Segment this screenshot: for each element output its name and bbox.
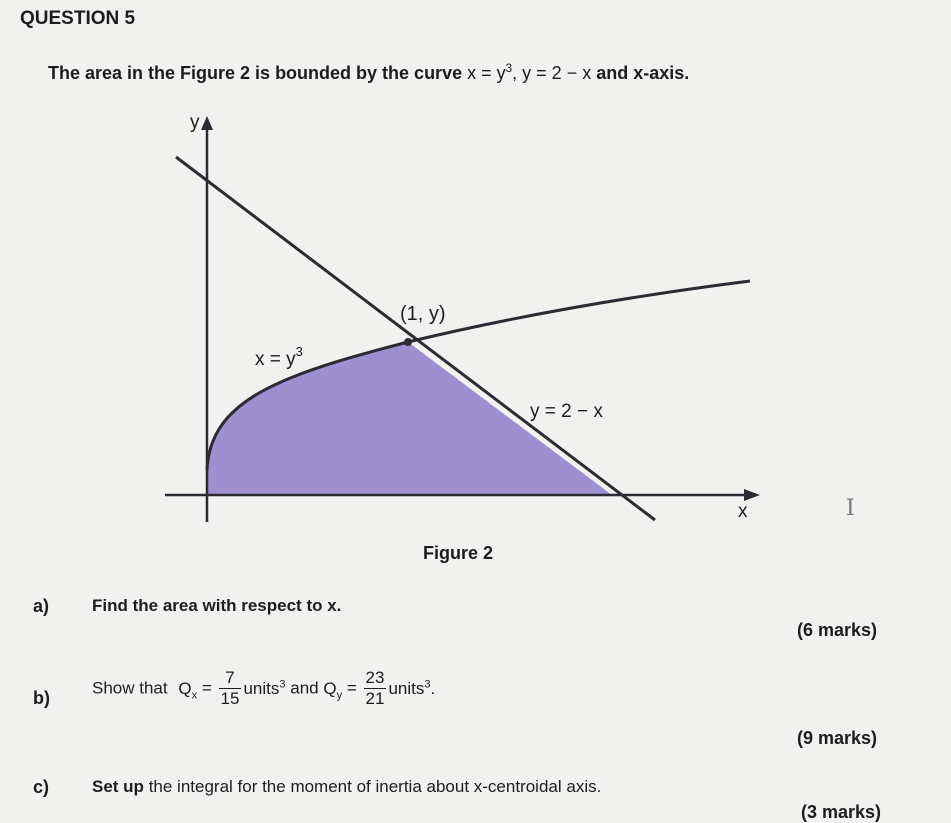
curve2-equation: y = 2 − x bbox=[522, 63, 592, 83]
part-b-text bbox=[92, 668, 435, 709]
text-cursor-icon: I bbox=[846, 496, 855, 521]
qx-fraction: $\frac{7}{15}$ bbox=[220, 668, 240, 708]
qy-symbol: $Q_y$ bbox=[323, 678, 343, 701]
curve-label: $x = y^3$ bbox=[255, 344, 303, 370]
figure-caption: Figure 2 bbox=[423, 543, 494, 563]
part-c-marks: (3 marks) bbox=[801, 802, 882, 822]
qx-units: units$^3$ bbox=[243, 677, 286, 698]
qx-equals: = bbox=[201, 678, 212, 698]
part-c-rest: the integral for the moment of inertia about x-centroidal axis. bbox=[148, 777, 602, 796]
curve1-equation: $x = y^3$ bbox=[467, 62, 513, 83]
line-label: y = 2 − x bbox=[530, 401, 603, 422]
point-label: (1, y) bbox=[400, 303, 446, 325]
x-axis-arrow bbox=[744, 489, 760, 501]
qy-fraction: $\frac{23}{21}$ bbox=[365, 668, 385, 708]
intro-suffix: and x-axis. bbox=[596, 63, 690, 83]
part-b-prefix: Show that bbox=[92, 678, 168, 698]
part-a-label: a) bbox=[33, 596, 50, 616]
qx-symbol: $Q_x$ bbox=[178, 678, 198, 701]
qy-equals: = bbox=[346, 678, 357, 698]
x-axis-label: x bbox=[738, 501, 748, 522]
part-b-marks: (9 marks) bbox=[797, 728, 878, 748]
intersection-point bbox=[404, 338, 412, 346]
part-c-label: c) bbox=[33, 777, 50, 797]
part-c-bold: Set up bbox=[92, 777, 144, 796]
qy-units: units$^3$. bbox=[388, 677, 436, 698]
question-title: QUESTION 5 bbox=[20, 8, 136, 29]
y-axis-arrow bbox=[201, 116, 213, 130]
part-b-label: b) bbox=[33, 688, 50, 708]
part-c-text bbox=[92, 777, 601, 797]
part-a-marks: (6 marks) bbox=[797, 620, 878, 640]
intro-separator: , bbox=[512, 63, 518, 83]
part-a-text: Find the area with respect to x. bbox=[92, 596, 342, 615]
y-axis-label: y bbox=[190, 112, 200, 133]
intro-prefix: The area in the Figure 2 is bounded by the curve bbox=[48, 63, 463, 83]
and-text: and bbox=[290, 678, 319, 698]
